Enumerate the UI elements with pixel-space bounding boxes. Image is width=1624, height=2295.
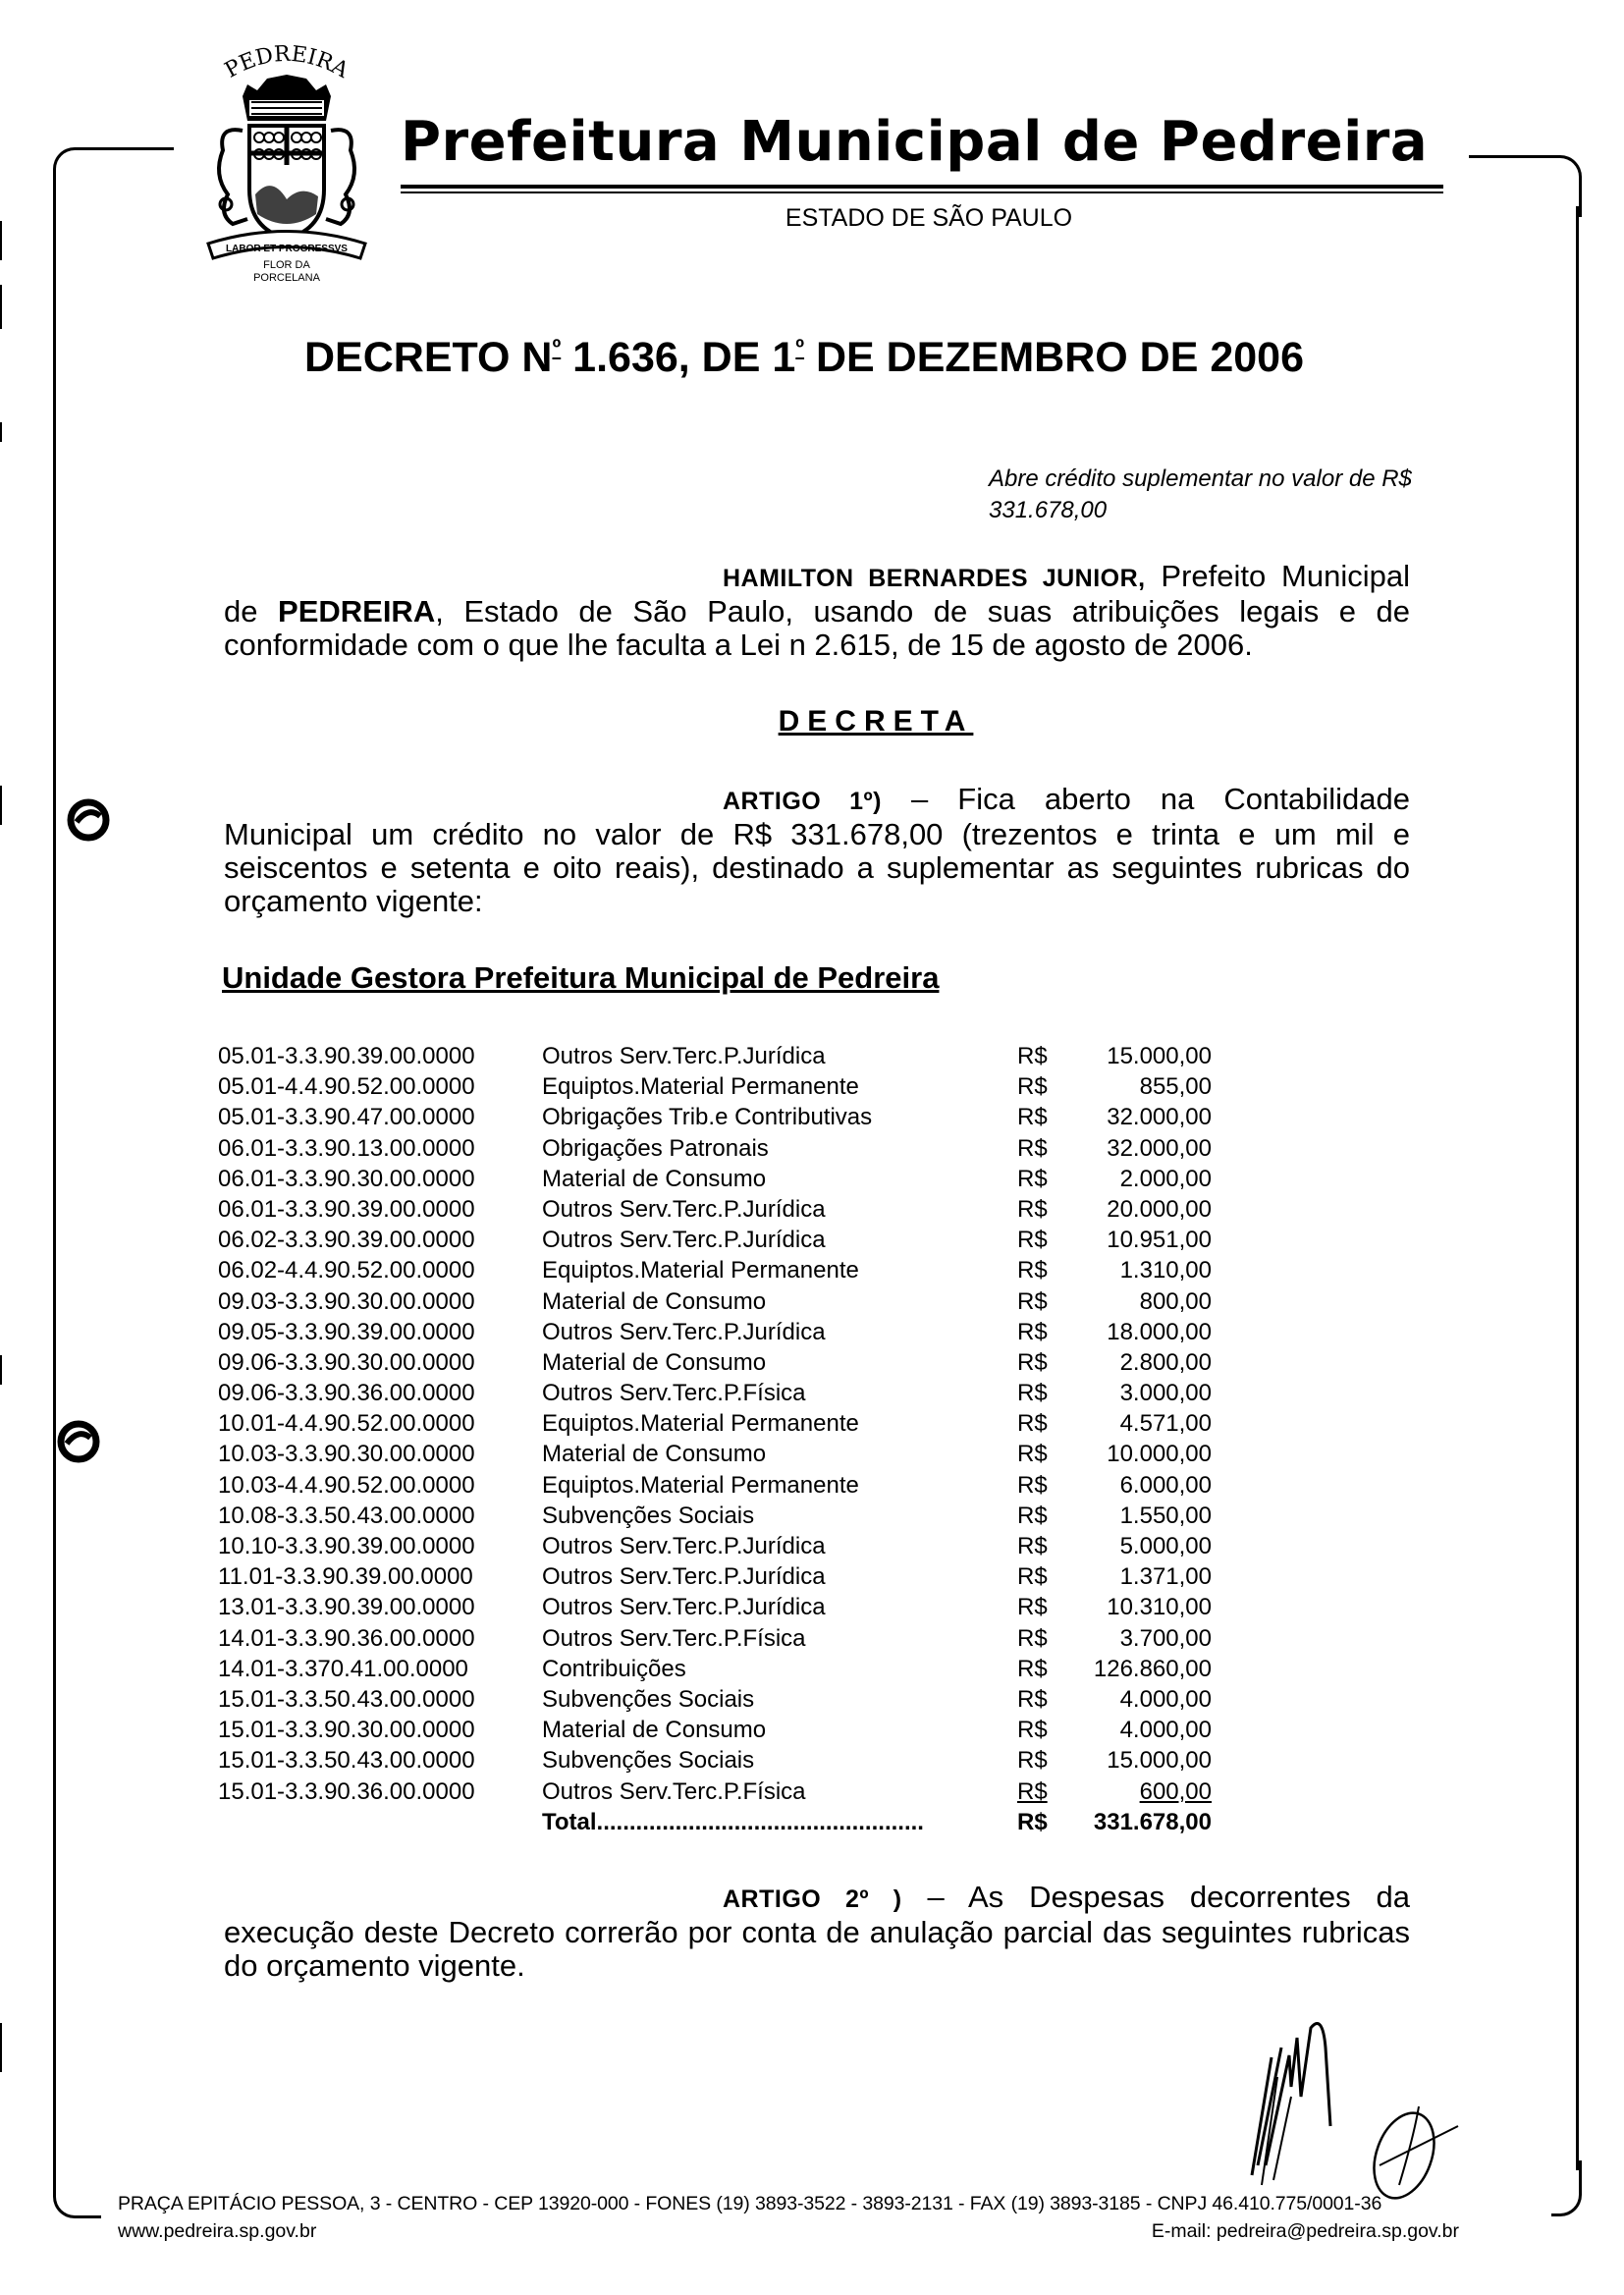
row-description: Outros Serv.Terc.P.Física (542, 1380, 806, 1407)
page-frame-right (1576, 206, 1579, 2170)
row-code: 13.01-3.3.90.39.00.0000 (218, 1594, 475, 1621)
row-amount: 3.000,00 (1119, 1380, 1212, 1407)
row-amount: 10.310,00 (1107, 1594, 1212, 1621)
binder-edge-mark (0, 285, 2, 329)
row-description: Material de Consumo (542, 1287, 767, 1315)
row-description: Outros Serv.Terc.P.Jurídica (542, 1563, 826, 1591)
row-amount: 15.000,00 (1107, 1747, 1212, 1775)
row-description: Equiptos.Material Permanente (542, 1257, 859, 1284)
row-description: Material de Consumo (542, 1165, 767, 1192)
row-currency: R$ (1017, 1594, 1048, 1621)
row-currency: R$ (1017, 1747, 1048, 1775)
row-currency: R$ (1017, 1165, 1048, 1192)
row-amount: 15.000,00 (1107, 1043, 1212, 1069)
row-code: 14.01-3.3.90.36.00.0000 (218, 1624, 475, 1652)
row-amount: 800,00 (1139, 1287, 1212, 1315)
row-description: Subvenções Sociais (542, 1747, 755, 1775)
row-code: 09.05-3.3.90.39.00.0000 (218, 1318, 475, 1345)
letterhead-state: ESTADO DE SÃO PAULO (785, 204, 1073, 232)
crest-bottom-line1: FLOR DA (263, 259, 310, 271)
row-amount: 1.310,00 (1119, 1257, 1212, 1284)
row-code: 15.01-3.3.90.36.00.0000 (218, 1777, 475, 1805)
footer-email-link[interactable]: E-mail: pedreira@pedreira.sp.gov.br (1151, 2220, 1459, 2242)
decree-title: DECRETO $N^º$ 1.636, DE $1^º$ DE DEZEMBRO DE 2006 (304, 334, 1305, 381)
row-amount: 4.000,00 (1119, 1717, 1212, 1744)
crest-motto: LABOR ET PROGRESSVS (226, 244, 348, 254)
row-code: 11.01-3.3.90.39.00.0000 (218, 1563, 473, 1591)
row-code: 15.01-3.3.50.43.00.0000 (218, 1685, 475, 1713)
letterhead-rule-thin (401, 191, 1443, 193)
row-code: 06.01-3.3.90.39.00.0000 (218, 1195, 475, 1223)
row-amount: 10.951,00 (1107, 1227, 1212, 1254)
hole-punch-mark-icon (67, 798, 110, 842)
page-frame-left (53, 196, 56, 2180)
crest-bottom-line2: PORCELANA (253, 272, 320, 284)
row-description: Equiptos.Material Permanente (542, 1073, 859, 1101)
total-currency: R$ (1017, 1808, 1048, 1835)
page-frame-corner-top-left (53, 147, 174, 209)
footer-address: PRAÇA EPITÁCIO PESSOA, 3 - CENTRO - CEP 13920-000 - FONES (19) 3893-3522 - 3893-2131 - FAX (19) 3893-3185 - CNPJ 46.410.775/0001-36 (118, 2193, 1382, 2214)
row-code: 05.01-4.4.90.52.00.0000 (218, 1073, 475, 1101)
row-currency: R$ (1017, 1563, 1048, 1591)
intro-paragraph: HAMILTON BERNARDES JUNIOR, Prefeito Municipal de PEDREIRA, Estado de São Paulo, usando de suas atribuições legais e de conformidade com o que lhe faculta a Lei n 2.615, de 15 de agosto de 2006. (224, 559, 1410, 662)
unit-title: Unidade Gestora Prefeitura Municipal de Pedreira (222, 960, 940, 995)
row-currency: R$ (1017, 1348, 1048, 1376)
footer-website-link[interactable]: www.pedreira.sp.gov.br (118, 2220, 317, 2242)
row-description: Material de Consumo (542, 1717, 767, 1744)
row-amount: 4.571,00 (1119, 1410, 1212, 1438)
row-description: Contribuições (542, 1655, 686, 1682)
row-code: 10.08-3.3.50.43.00.0000 (218, 1502, 475, 1529)
row-code: 06.02-3.3.90.39.00.0000 (218, 1227, 475, 1254)
row-currency: R$ (1017, 1655, 1048, 1682)
row-amount: 3.700,00 (1119, 1624, 1212, 1652)
row-currency: R$ (1017, 1624, 1048, 1652)
row-currency: R$ (1017, 1777, 1048, 1805)
article-2-label: ARTIGO 2º ) (723, 1885, 902, 1913)
row-description: Material de Consumo (542, 1441, 767, 1468)
row-description: Outros Serv.Terc.P.Física (542, 1624, 806, 1652)
row-code: 09.06-3.3.90.36.00.0000 (218, 1380, 475, 1407)
binder-edge-mark (0, 786, 2, 825)
row-amount: 2.800,00 (1119, 1348, 1212, 1376)
row-description: Subvenções Sociais (542, 1502, 755, 1529)
row-code: 05.01-3.3.90.39.00.0000 (218, 1043, 475, 1069)
row-code: 14.01-3.370.41.00.0000 (218, 1655, 468, 1682)
crest-top-text: PEDREIRA (221, 41, 352, 83)
hole-punch-mark-icon (57, 1420, 100, 1463)
row-currency: R$ (1017, 1043, 1048, 1069)
letterhead-title: Prefeitura Municipal de Pedreira (401, 110, 1429, 174)
binder-edge-mark (0, 422, 2, 442)
row-code: 15.01-3.3.50.43.00.0000 (218, 1747, 475, 1775)
row-currency: R$ (1017, 1717, 1048, 1744)
decreta-heading: DECRETA (778, 705, 974, 738)
row-description: Obrigações Trib.e Contributivas (542, 1104, 873, 1131)
decree-summary: Abre crédito suplementar no valor de R$ 331.678,00 (989, 465, 1412, 523)
row-description: Obrigações Patronais (542, 1134, 769, 1162)
total-label: Total.................................................. (542, 1808, 924, 1835)
row-description: Outros Serv.Terc.P.Física (542, 1777, 806, 1805)
row-description: Outros Serv.Terc.P.Jurídica (542, 1195, 826, 1223)
article-1-paragraph: ARTIGO 1º) – Fica aberto na Contabilidade Municipal um crédito no valor de R$ 331.678,00 (trezentos e trinta e um mil e seiscentos e setenta e oito reais), destinado a suplementar as seguintes rubricas do orçamento vigente: (224, 782, 1410, 918)
row-currency: R$ (1017, 1533, 1048, 1559)
row-description: Outros Serv.Terc.P.Jurídica (542, 1594, 826, 1621)
row-code: 10.03-3.3.90.30.00.0000 (218, 1441, 475, 1468)
row-description: Equiptos.Material Permanente (542, 1471, 859, 1499)
mayor-name: HAMILTON BERNARDES JUNIOR, (723, 565, 1146, 592)
binder-edge-mark (0, 2023, 2, 2072)
coat-of-arms-icon (189, 27, 385, 285)
row-code: 10.03-4.4.90.52.00.0000 (218, 1471, 475, 1499)
row-currency: R$ (1017, 1134, 1048, 1162)
row-description: Outros Serv.Terc.P.Jurídica (542, 1533, 826, 1559)
article-1-label: ARTIGO 1º) (723, 788, 882, 815)
row-code: 15.01-3.3.90.30.00.0000 (218, 1717, 475, 1744)
row-amount: 600,00 (1139, 1777, 1212, 1805)
row-amount: 126.860,00 (1093, 1655, 1212, 1682)
row-code: 06.02-4.4.90.52.00.0000 (218, 1257, 475, 1284)
row-currency: R$ (1017, 1471, 1048, 1499)
row-currency: R$ (1017, 1502, 1048, 1529)
article-2-paragraph: ARTIGO 2º ) – As Despesas decorrentes da execução deste Decreto correrão por conta de anulação parcial das seguintes rubricas do orçamento vigente. (224, 1880, 1411, 1983)
row-amount: 6.000,00 (1119, 1471, 1212, 1499)
row-description: Equiptos.Material Permanente (542, 1410, 859, 1438)
row-description: Outros Serv.Terc.P.Jurídica (542, 1043, 826, 1069)
row-code: 09.06-3.3.90.30.00.0000 (218, 1348, 475, 1376)
row-currency: R$ (1017, 1318, 1048, 1345)
row-amount: 10.000,00 (1107, 1441, 1212, 1468)
row-code: 05.01-3.3.90.47.00.0000 (218, 1104, 475, 1131)
row-currency: R$ (1017, 1257, 1048, 1284)
row-currency: R$ (1017, 1685, 1048, 1713)
row-code: 10.01-4.4.90.52.00.0000 (218, 1410, 475, 1438)
row-currency: R$ (1017, 1104, 1048, 1131)
row-amount: 4.000,00 (1119, 1685, 1212, 1713)
row-description: Outros Serv.Terc.P.Jurídica (542, 1318, 826, 1345)
row-amount: 1.550,00 (1119, 1502, 1212, 1529)
letterhead-rule-thick (401, 185, 1443, 189)
row-code: 09.03-3.3.90.30.00.0000 (218, 1287, 475, 1315)
row-amount: 855,00 (1139, 1073, 1212, 1101)
binder-edge-mark (0, 1355, 2, 1385)
row-currency: R$ (1017, 1073, 1048, 1101)
page-frame-corner-bottom-left (53, 2160, 101, 2218)
total-amount: 331.678,00 (1093, 1808, 1212, 1835)
row-description: Subvenções Sociais (542, 1685, 755, 1713)
signature-icon (1232, 2018, 1586, 2205)
row-amount: 1.371,00 (1119, 1563, 1212, 1591)
row-code: 06.01-3.3.90.30.00.0000 (218, 1165, 475, 1192)
row-code: 10.10-3.3.90.39.00.0000 (218, 1533, 475, 1559)
row-currency: R$ (1017, 1441, 1048, 1468)
row-amount: 32.000,00 (1107, 1134, 1212, 1162)
row-amount: 18.000,00 (1107, 1318, 1212, 1345)
row-currency: R$ (1017, 1410, 1048, 1438)
row-currency: R$ (1017, 1380, 1048, 1407)
row-currency: R$ (1017, 1195, 1048, 1223)
row-code: 06.01-3.3.90.13.00.0000 (218, 1134, 475, 1162)
row-description: Outros Serv.Terc.P.Jurídica (542, 1227, 826, 1254)
row-description: Material de Consumo (542, 1348, 767, 1376)
row-amount: 5.000,00 (1119, 1533, 1212, 1559)
row-amount: 20.000,00 (1107, 1195, 1212, 1223)
row-amount: 32.000,00 (1107, 1104, 1212, 1131)
row-currency: R$ (1017, 1227, 1048, 1254)
row-amount: 2.000,00 (1119, 1165, 1212, 1192)
row-currency: R$ (1017, 1287, 1048, 1315)
